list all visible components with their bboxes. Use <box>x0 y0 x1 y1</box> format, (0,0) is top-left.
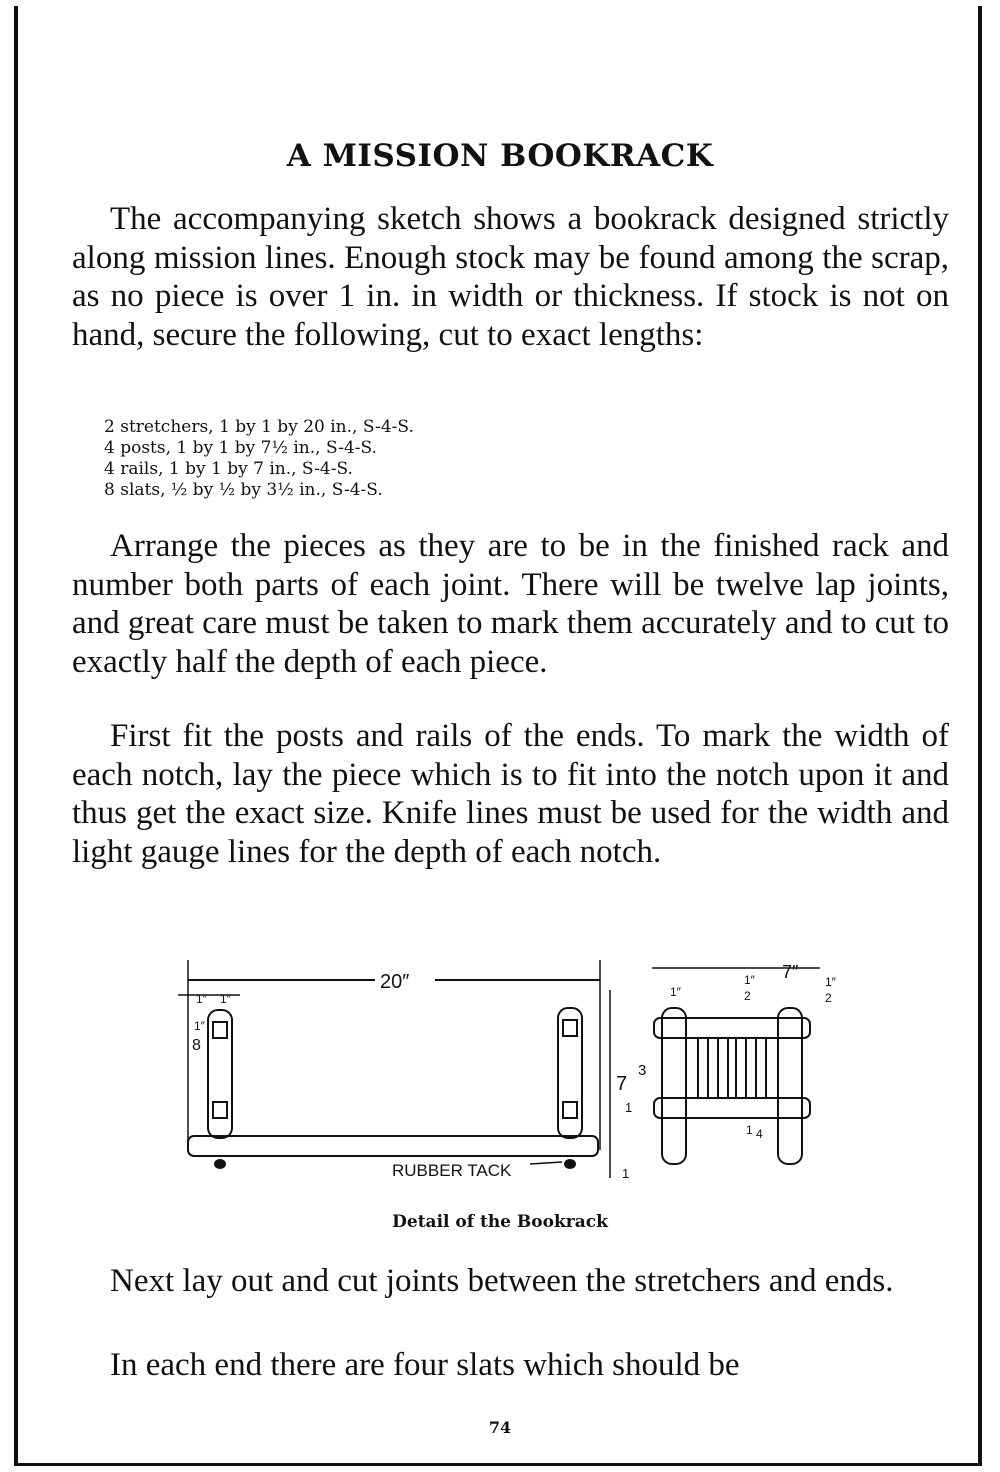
top-rail <box>654 1018 810 1038</box>
slat <box>718 1038 728 1098</box>
rail-offset-label: 1″ <box>670 985 681 999</box>
overall-length-label: 20″ <box>380 971 410 993</box>
post-width-label: 1″ <box>220 992 231 1006</box>
rail-end <box>563 1102 577 1118</box>
post-width-label: 1″ <box>196 992 207 1006</box>
slat-height-label: 3 <box>638 1062 647 1079</box>
stock-item: 4 rails, 1 by 1 by 7 in., S-4-S. <box>104 459 353 479</box>
slat-spacing-label: 2 <box>744 989 751 1003</box>
page-title: A MISSION BOOKRACK <box>286 138 714 174</box>
rubber-tack-label: RUBBER TACK <box>392 1161 512 1180</box>
rubber-tack <box>565 1160 575 1168</box>
fit-paragraph: First fit the posts and rails of the ends. To mark the width of each notch, lay the piece which is to fit into the notch upon it and thus get the exact size. Knife lines must be used for the width and light gauge lines for the depth of each notch. <box>72 718 949 870</box>
top-fraction-label: 1″ <box>825 975 836 989</box>
side-height-label: 7 <box>616 1073 628 1095</box>
slat-fraction-label: 1 <box>746 1123 753 1137</box>
slat <box>698 1038 708 1098</box>
stock-item: 4 posts, 1 by 1 by 7½ in., S-4-S. <box>104 438 377 458</box>
bookrack-diagram <box>170 950 850 1190</box>
slat <box>736 1038 746 1098</box>
page-number: 74 <box>488 1418 512 1437</box>
bottom-rail <box>654 1098 810 1118</box>
end-post <box>778 1008 802 1164</box>
slat <box>756 1038 766 1098</box>
leader-line <box>530 1162 562 1164</box>
rubber-tack <box>215 1160 225 1168</box>
end-width-label: 7″ <box>782 962 799 982</box>
post-height-label: 8 <box>192 1037 201 1054</box>
rail-end <box>213 1102 227 1118</box>
stock-item: 8 slats, ½ by ½ by 3½ in., S-4-S. <box>104 480 383 500</box>
slat-spacing-label: 1″ <box>744 973 755 987</box>
next-paragraph: Next lay out and cut joints between the stretchers and ends. <box>110 1263 894 1299</box>
figure-caption: Detail of the Bookrack <box>392 1212 608 1232</box>
end-post <box>662 1008 686 1164</box>
top-fraction-label: 2 <box>825 991 832 1005</box>
rail-end <box>563 1020 577 1036</box>
rail-depth-label: 1 <box>625 1100 633 1115</box>
bottom-fraction-label: 1 <box>622 1166 630 1181</box>
arrange-paragraph: Arrange the pieces as they are to be in the finished rack and number both parts of each joint. There will be twelve lap joints, and great care must be taken to mark them accurately and to cut to exactly half the depth of each piece. <box>72 528 949 680</box>
slat-fraction-label: 4 <box>756 1127 763 1141</box>
stock-list <box>104 417 414 501</box>
rail-end <box>213 1022 227 1038</box>
stretcher <box>188 1136 598 1156</box>
last-paragraph: In each end there are four slats which should be <box>110 1347 740 1383</box>
top-gap-label: 1″ <box>194 1019 205 1033</box>
intro-paragraph: The accompanying sketch shows a bookrack designed strictly along mission lines. Enough stock may be found among the scrap, as no piece is over 1 in. in width or thickness. If stock is not on hand, secure the following, cut to exact lengths: <box>72 201 949 353</box>
stock-item: 2 stretchers, 1 by 1 by 20 in., S-4-S. <box>104 417 414 437</box>
